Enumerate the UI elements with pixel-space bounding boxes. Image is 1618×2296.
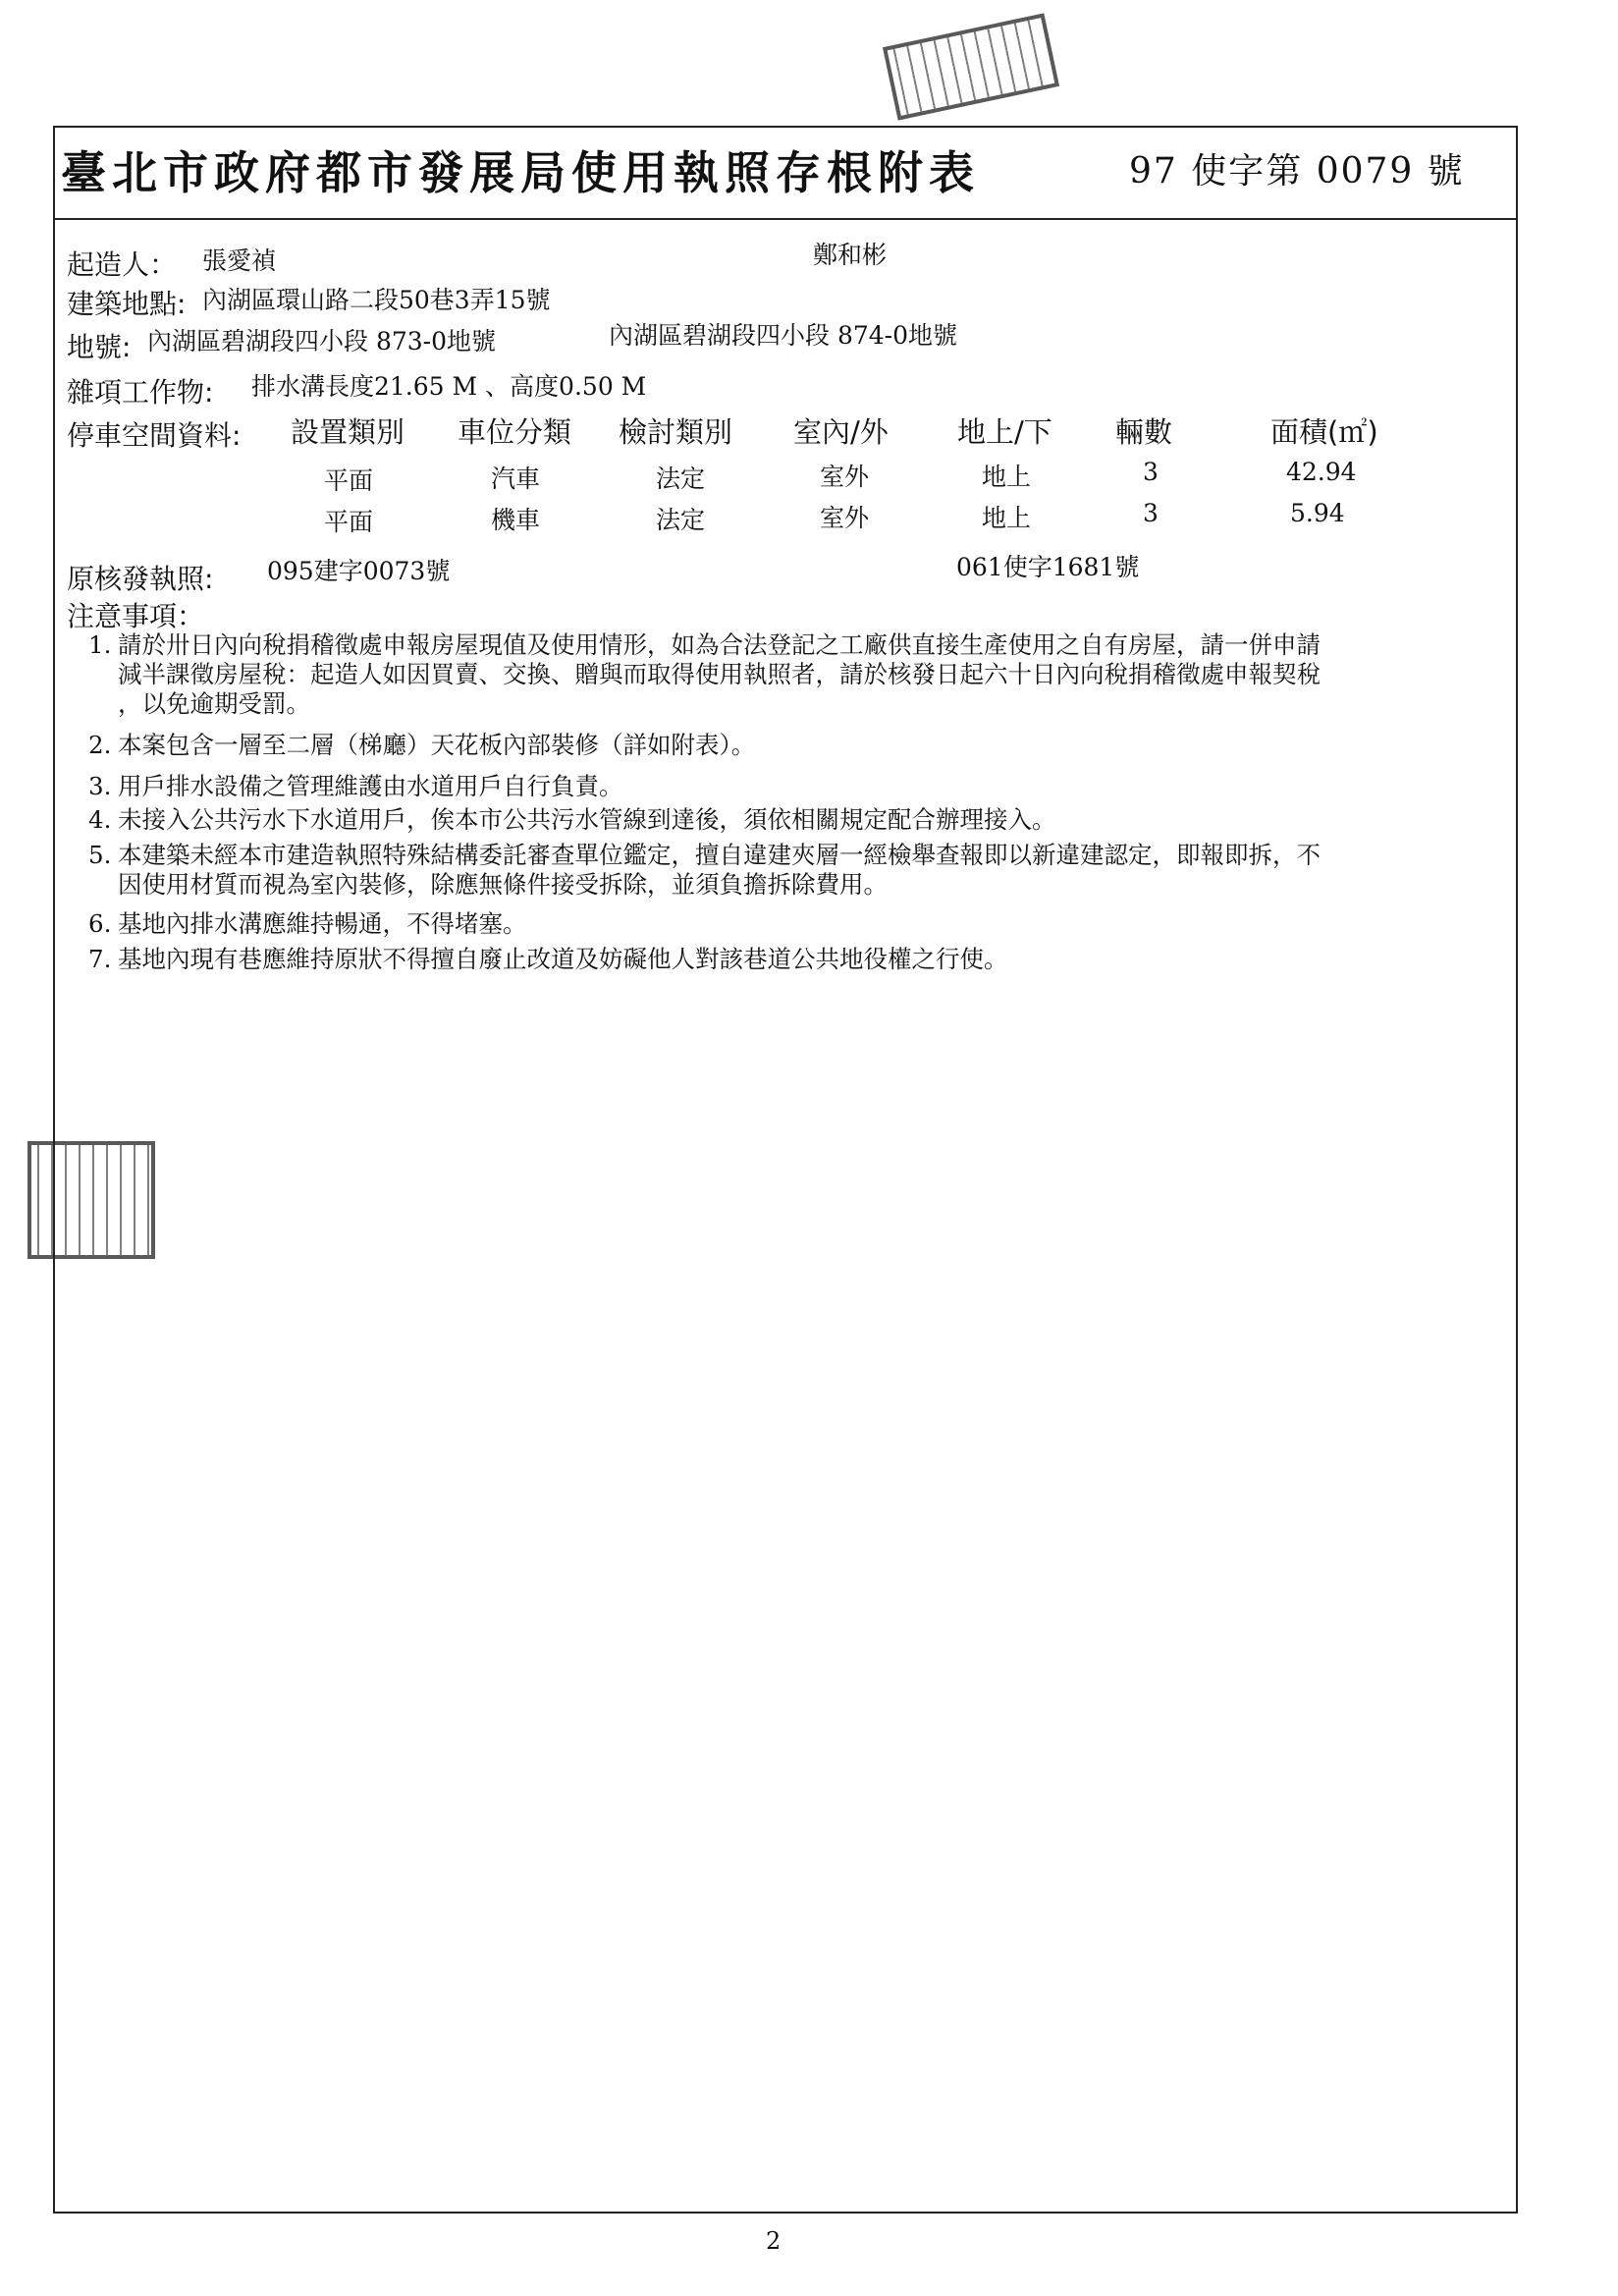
parking-header-inout: 室內/外 — [793, 415, 889, 449]
note-line: 基地內現有巷應維持原狀不得擅自廢止改道及妨礙他人對該巷道公共地役權之行使。 — [118, 945, 1008, 973]
note-line: 未接入公共污水下水道用戶，俟本市公共污水管線到達後，須依相關規定配合辦理接入。 — [118, 805, 1056, 834]
original-permit-label: 原核發執照: — [67, 563, 214, 595]
parking-cell: 地上 — [982, 463, 1032, 491]
note-5 — [88, 841, 1321, 900]
page-number: 2 — [766, 2227, 782, 2255]
parking-header-review: 檢討類別 — [619, 415, 733, 449]
note-1 — [88, 630, 1321, 719]
parking-cell: 42.94 — [1286, 458, 1357, 486]
original-permit-1: 095建字0073號 — [267, 557, 451, 585]
note-7 — [88, 945, 1008, 974]
note-line: 基地內排水溝應維持暢通，不得堵塞。 — [118, 909, 527, 938]
parking-header-level: 地上/下 — [957, 415, 1052, 449]
note-3 — [88, 772, 623, 801]
note-6 — [88, 909, 527, 939]
site-address: 內湖區環山路二段50巷3弄15號 — [202, 286, 551, 314]
builder-name-1: 張愛禎 — [202, 246, 277, 275]
lot-number-2: 內湖區碧湖段四小段 874-0地號 — [609, 321, 958, 350]
note-line: 請於卅日內向稅捐稽徵處申報房屋現值及使用情形，如為合法登記之工廠供直接生產使用之自有房屋，請一併申請 — [118, 630, 1321, 659]
note-line: 本案包含一層至二層（梯廳）天花板內部裝修（詳如附表）。 — [118, 731, 756, 759]
misc-value: 排水溝長度21.65 M 、高度0.50 M — [251, 372, 647, 401]
note-line: 本建築未經本市建造執照特殊結構委託審查單位鑑定，擅自違建夾層一經檢舉查報即以新違建認定，即報即拆，不 — [118, 841, 1321, 869]
parking-cell: 平面 — [324, 466, 374, 495]
note-4 — [88, 805, 1056, 835]
note-number: 7. — [88, 945, 112, 973]
note-number: 5. — [88, 841, 112, 869]
parking-cell: 汽車 — [491, 465, 541, 493]
parking-cell: 機車 — [491, 506, 541, 534]
parking-header-count: 輛數 — [1115, 415, 1173, 449]
parking-header-area: 面積(㎡) — [1270, 415, 1378, 449]
document-title: 臺北市政府都市發展局使用執照存根附表 — [61, 146, 980, 199]
lot-label: 地號: — [67, 331, 132, 363]
original-permit-2: 061使字1681號 — [956, 553, 1140, 581]
misc-label: 雜項工作物: — [67, 376, 214, 409]
parking-label: 停車空間資料: — [67, 419, 242, 452]
parking-cell: 平面 — [324, 508, 374, 536]
builder-name-2: 鄭和彬 — [813, 241, 888, 269]
parking-cell: 3 — [1143, 499, 1159, 527]
parking-cell: 法定 — [656, 465, 706, 493]
note-line: 因使用材質而視為室內裝修，除應無條件接受拆除，並須負擔拆除費用。 — [118, 870, 888, 899]
note-number: 2. — [88, 731, 112, 759]
parking-cell: 5.94 — [1290, 499, 1345, 527]
note-2 — [88, 731, 755, 760]
parking-header-class: 車位分類 — [458, 415, 572, 449]
note-line: 減半課徵房屋稅：起造人如因買賣、交換、贈與而取得使用執照者，請於核發日起六十日內向稅捐稽徵處申報契稅 — [118, 660, 1321, 688]
notes-label: 注意事項： — [67, 600, 205, 632]
permit-number: 97 使字第 0079 號 — [1129, 151, 1465, 191]
parking-header-type: 設置類別 — [291, 415, 405, 449]
lot-number-1: 內湖區碧湖段四小段 873-0地號 — [147, 327, 497, 355]
builder-label: 起造人： — [67, 248, 178, 281]
parking-cell: 地上 — [982, 504, 1032, 532]
header-divider — [53, 218, 1518, 220]
parking-cell: 法定 — [656, 506, 706, 534]
parking-cell: 室外 — [820, 463, 870, 491]
note-number: 6. — [88, 909, 112, 938]
parking-cell: 室外 — [820, 504, 870, 532]
site-label: 建築地點: — [67, 288, 187, 320]
parking-cell: 3 — [1143, 458, 1159, 486]
note-line: 用戶排水設備之管理維護由水道用戶自行負責。 — [118, 772, 623, 800]
seal-stamp-top — [883, 13, 1059, 120]
note-number: 3. — [88, 772, 112, 800]
note-number: 1. — [88, 630, 112, 659]
note-number: 4. — [88, 805, 112, 834]
note-line: ，以免逾期受罰。 — [118, 689, 310, 718]
